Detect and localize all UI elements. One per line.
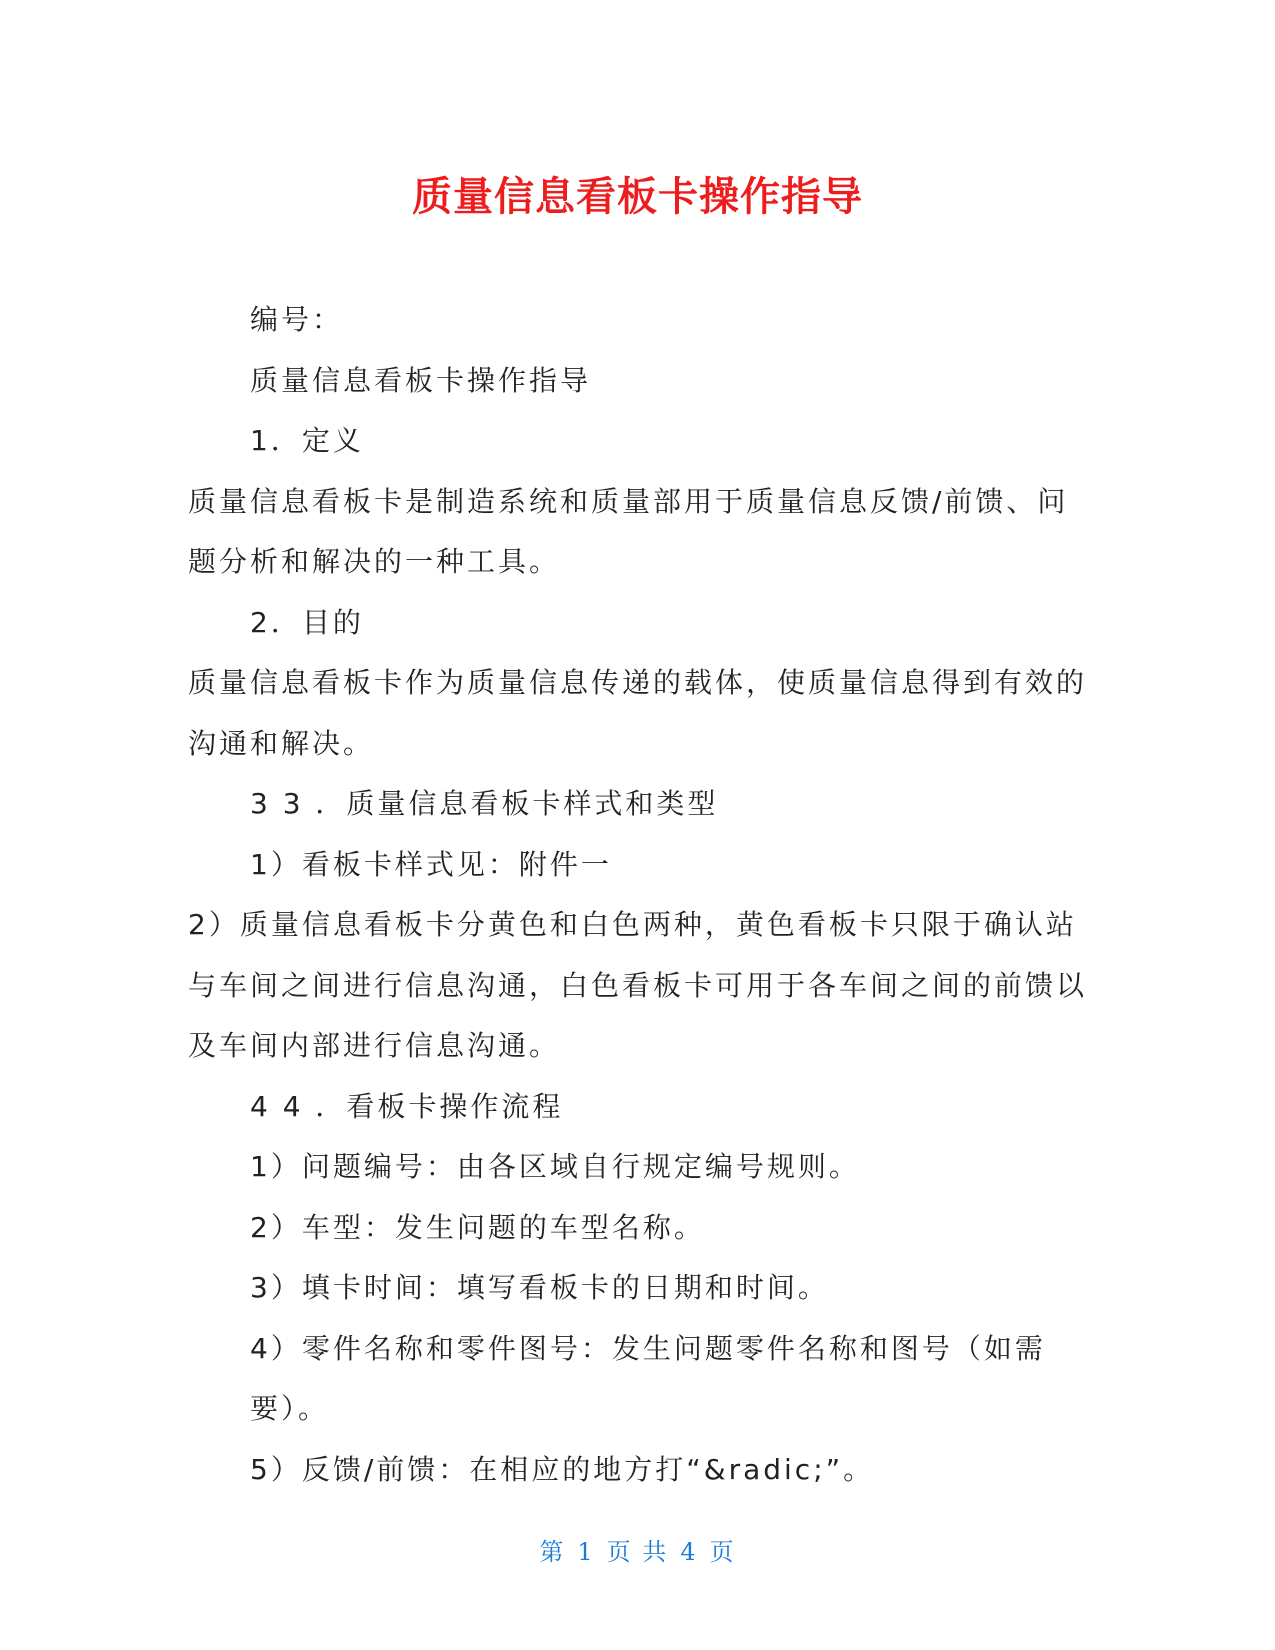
paragraph-number-label: 编号： (250, 303, 344, 336)
list-item-vehicle-model: 2）车型：发生问题的车型名称。 (250, 1210, 705, 1244)
section-heading-purpose: 2．目的 (250, 605, 364, 639)
page-footer (0, 1532, 1275, 1567)
list-item-problem-number: 1）问题编号：由各区域自行规定编号规则。 (250, 1150, 860, 1183)
footer-page-middle: 页 共 (606, 1538, 669, 1566)
list-item-feedback: 5）反馈/前馈：在相应的地方打“&radic;”。 (250, 1452, 875, 1486)
section-heading-process: 4 4 ．看板卡操作流程 (250, 1089, 564, 1123)
list-item-part-name: 4）零件名称和零件图号：发生问题零件名称和图号（如需要）。 (250, 1331, 1046, 1425)
section-heading-definition: 1．定义 (250, 424, 364, 457)
list-item-style: 1）看板卡样式见：附件一 (250, 847, 612, 881)
footer-page-suffix: 页 (709, 1538, 736, 1566)
document-body (188, 290, 1088, 1500)
paragraph-definition: 质量信息看板卡是制造系统和质量部用于质量信息反馈/前馈、问题分析和解决的一种工具。 (188, 484, 1069, 578)
footer-page-total: 4 (680, 1538, 698, 1566)
paragraph-subtitle: 质量信息看板卡操作指导 (250, 363, 592, 397)
footer-page-current: 1 (577, 1538, 595, 1566)
section-heading-style-type: 3 3 ．质量信息看板卡样式和类型 (250, 787, 719, 820)
list-item-card-types: 2）质量信息看板卡分黄色和白色两种，黄色看板卡只限于确认站与车间之间进行信息沟通，白色看板卡可用于各车间之间的前馈以及车间内部进行信息沟通。 (188, 908, 1088, 1062)
footer-page-prefix: 第 (539, 1538, 566, 1566)
list-item-fill-time: 3）填卡时间：填写看板卡的日期和时间。 (250, 1271, 829, 1304)
document-title: 质量信息看板卡操作指导 (412, 174, 863, 220)
paragraph-purpose: 质量信息看板卡作为质量信息传递的载体，使质量信息得到有效的沟通和解决。 (188, 666, 1088, 760)
